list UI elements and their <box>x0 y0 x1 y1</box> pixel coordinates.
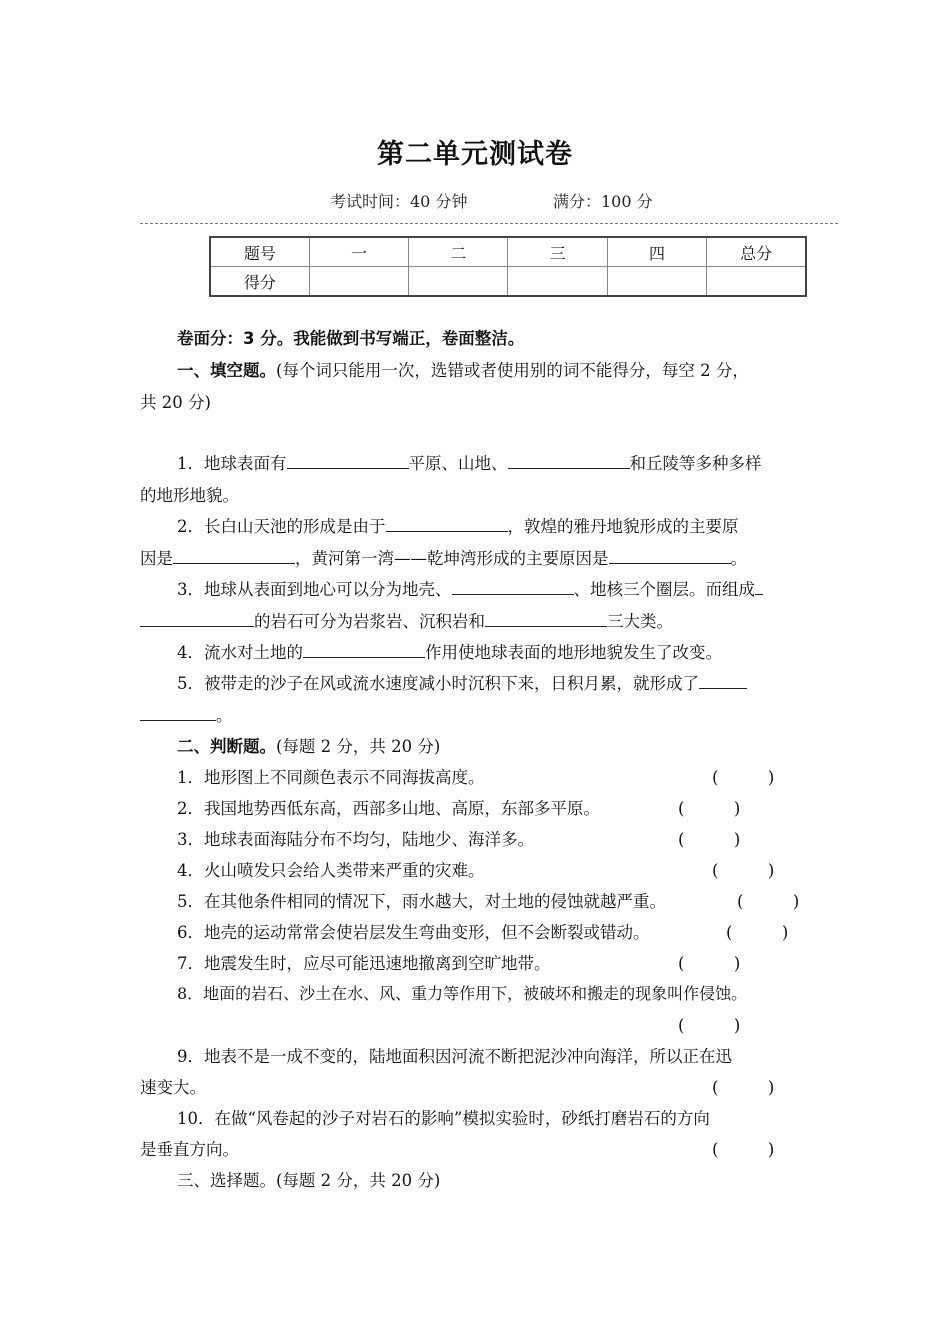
judge-q6-answer[interactable]: ( ) <box>726 923 789 942</box>
fill-q5-blank-start[interactable] <box>699 670 747 689</box>
fill-q2-text-d: ，黄河第一湾——乾坤湾形成的主要原因是 <box>295 549 609 568</box>
section1-note-cont: 共 20 分) <box>140 393 211 412</box>
fill-q3-text-d: 三大类。 <box>607 612 673 631</box>
judge-q9-line2: 速变大。 <box>140 1078 206 1097</box>
section1-heading: 一、填空题。 <box>177 361 276 380</box>
fill-q1-text-b: 平原、山地、 <box>408 454 508 473</box>
score-header-cell: 四 <box>607 237 706 267</box>
judge-q8: 8．地面的岩石、沙土在水、风、重力等作用下，被破坏和搬走的现象叫作侵蚀。 <box>177 984 748 1003</box>
fill-q3-text-b: 、地核三个圈层。而组成 <box>573 580 755 599</box>
neatness-note: 卷面分：3 分。我能做到书写端正，卷面整洁。 <box>177 329 525 348</box>
judge-q10-line1: 10．在做“风卷起的沙子对岩石的影响”模拟实验时，砂纸打磨岩石的方向 <box>177 1109 710 1128</box>
fill-q5-line1 <box>177 670 747 694</box>
fill-q5-text-b: 。 <box>216 706 233 725</box>
fill-q2-text-a: 2．长白山天池的形成是由于 <box>177 517 386 536</box>
fill-q1-line1 <box>177 450 762 474</box>
fill-q1-text-d: 的地形地貌。 <box>140 486 239 505</box>
score-row-label: 得分 <box>210 267 309 297</box>
fill-q2-text-b: ，敦煌的雅丹地貌形成的主要原 <box>507 517 739 536</box>
dotted-divider <box>140 223 838 224</box>
score-header-cell: 总分 <box>707 237 806 267</box>
fill-q1-text-c: 和丘陵等多种多样 <box>629 454 762 473</box>
judge-q6: 6．地壳的运动常常会使岩层发生弯曲变形，但不会断裂或错动。 <box>177 923 650 942</box>
page-title: 第二单元测试卷 <box>377 139 573 170</box>
judge-q3: 3．地球表面海陆分布不均匀，陆地少、海洋多。 <box>177 830 534 849</box>
judge-q4: 4．火山喷发只会给人类带来严重的灾难。 <box>177 861 485 880</box>
judge-q1-answer[interactable]: ( ) <box>712 768 775 787</box>
fill-q4-blank[interactable] <box>303 639 425 658</box>
section3-heading: 三、选择题。(每题 2 分，共 20 分) <box>177 1171 441 1190</box>
score-cell-total[interactable] <box>707 267 806 297</box>
fill-q3-blank-2[interactable] <box>140 608 254 627</box>
score-header-cell: 三 <box>508 237 607 267</box>
fill-q3-text-c: 的岩石可分为岩浆岩、沉积岩和 <box>254 612 485 631</box>
fill-q1-text-a: 1．地球表面有 <box>177 454 287 473</box>
judge-q5-answer[interactable]: ( ) <box>737 892 800 911</box>
section2-heading-line <box>177 733 440 757</box>
exam-time: 考试时间：40 分钟 <box>330 192 468 211</box>
judge-q3-answer[interactable]: ( ) <box>678 830 741 849</box>
score-cell-4[interactable] <box>607 267 706 297</box>
fill-q3-blank-2-start[interactable] <box>755 576 763 595</box>
section1-heading-line <box>177 357 749 381</box>
fill-q5-blank[interactable] <box>140 702 216 721</box>
section2-heading: 二、判断题。 <box>177 737 276 756</box>
score-cell-1[interactable] <box>309 267 408 297</box>
fill-q2-line2 <box>140 545 747 569</box>
fill-q1-blank-2[interactable] <box>508 450 630 469</box>
section1-note: (每个词只能用一次，选错或者使用别的词不能得分，每空 2 分， <box>276 361 749 380</box>
fill-q3-blank-3[interactable] <box>485 608 607 627</box>
score-header-cell: 二 <box>409 237 508 267</box>
judge-q4-answer[interactable]: ( ) <box>712 861 775 880</box>
judge-q10-line2: 是垂直方向。 <box>140 1140 239 1159</box>
judge-q2-answer[interactable]: ( ) <box>678 799 741 818</box>
judge-q7: 7．地震发生时，应尽可能迅速地撤离到空旷地带。 <box>177 954 551 973</box>
fill-q5-line2 <box>140 702 233 726</box>
judge-q2: 2．我国地势西低东高，西部多山地、高原，东部多平原。 <box>177 799 600 818</box>
fill-q4-line <box>177 639 722 663</box>
fill-q5-text-a: 5．被带走的沙子在风或流水速度减小时沉积下来，日积月累，就形成了 <box>177 674 699 693</box>
fill-q4-text-a: 4．流水对土地的 <box>177 643 303 662</box>
fill-q2-blank-2[interactable] <box>173 545 295 564</box>
fill-q3-line2 <box>140 608 673 632</box>
fill-q2-line1 <box>177 513 739 537</box>
score-cell-3[interactable] <box>508 267 607 297</box>
fill-q1-blank-1[interactable] <box>287 450 409 469</box>
fill-q2-text-e: 。 <box>730 549 747 568</box>
fill-q2-text-c: 因是 <box>140 549 173 568</box>
fill-q3-blank-1[interactable] <box>452 576 574 595</box>
score-table <box>209 236 807 297</box>
judge-q9-answer[interactable]: ( ) <box>712 1078 775 1097</box>
section2-note: (每题 2 分，共 20 分) <box>276 737 441 756</box>
fill-q2-blank-1[interactable] <box>386 513 508 532</box>
judge-q1: 1．地形图上不同颜色表示不同海拔高度。 <box>177 768 485 787</box>
score-header-cell: 一 <box>309 237 408 267</box>
fill-q3-line1 <box>177 576 763 600</box>
fill-q4-text-b: 作用使地球表面的地形地貌发生了改变。 <box>425 643 722 662</box>
judge-q7-answer[interactable]: ( ) <box>678 954 741 973</box>
judge-q9-line1: 9．地表不是一成不变的，陆地面积因河流不断把泥沙冲向海洋，所以正在迅 <box>177 1047 732 1066</box>
score-header-cell: 题号 <box>210 237 309 267</box>
score-table-score-row <box>210 267 806 297</box>
fill-q2-blank-3[interactable] <box>609 545 731 564</box>
score-table-header-row <box>210 237 806 267</box>
score-cell-2[interactable] <box>409 267 508 297</box>
judge-q10-answer[interactable]: ( ) <box>712 1140 775 1159</box>
full-score: 满分：100 分 <box>553 192 653 211</box>
judge-q8-answer[interactable]: ( ) <box>678 1016 741 1035</box>
judge-q5: 5．在其他条件相同的情况下，雨水越大，对土地的侵蚀就越严重。 <box>177 892 666 911</box>
fill-q3-text-a: 3．地球从表面到地心可以分为地壳、 <box>177 580 452 599</box>
